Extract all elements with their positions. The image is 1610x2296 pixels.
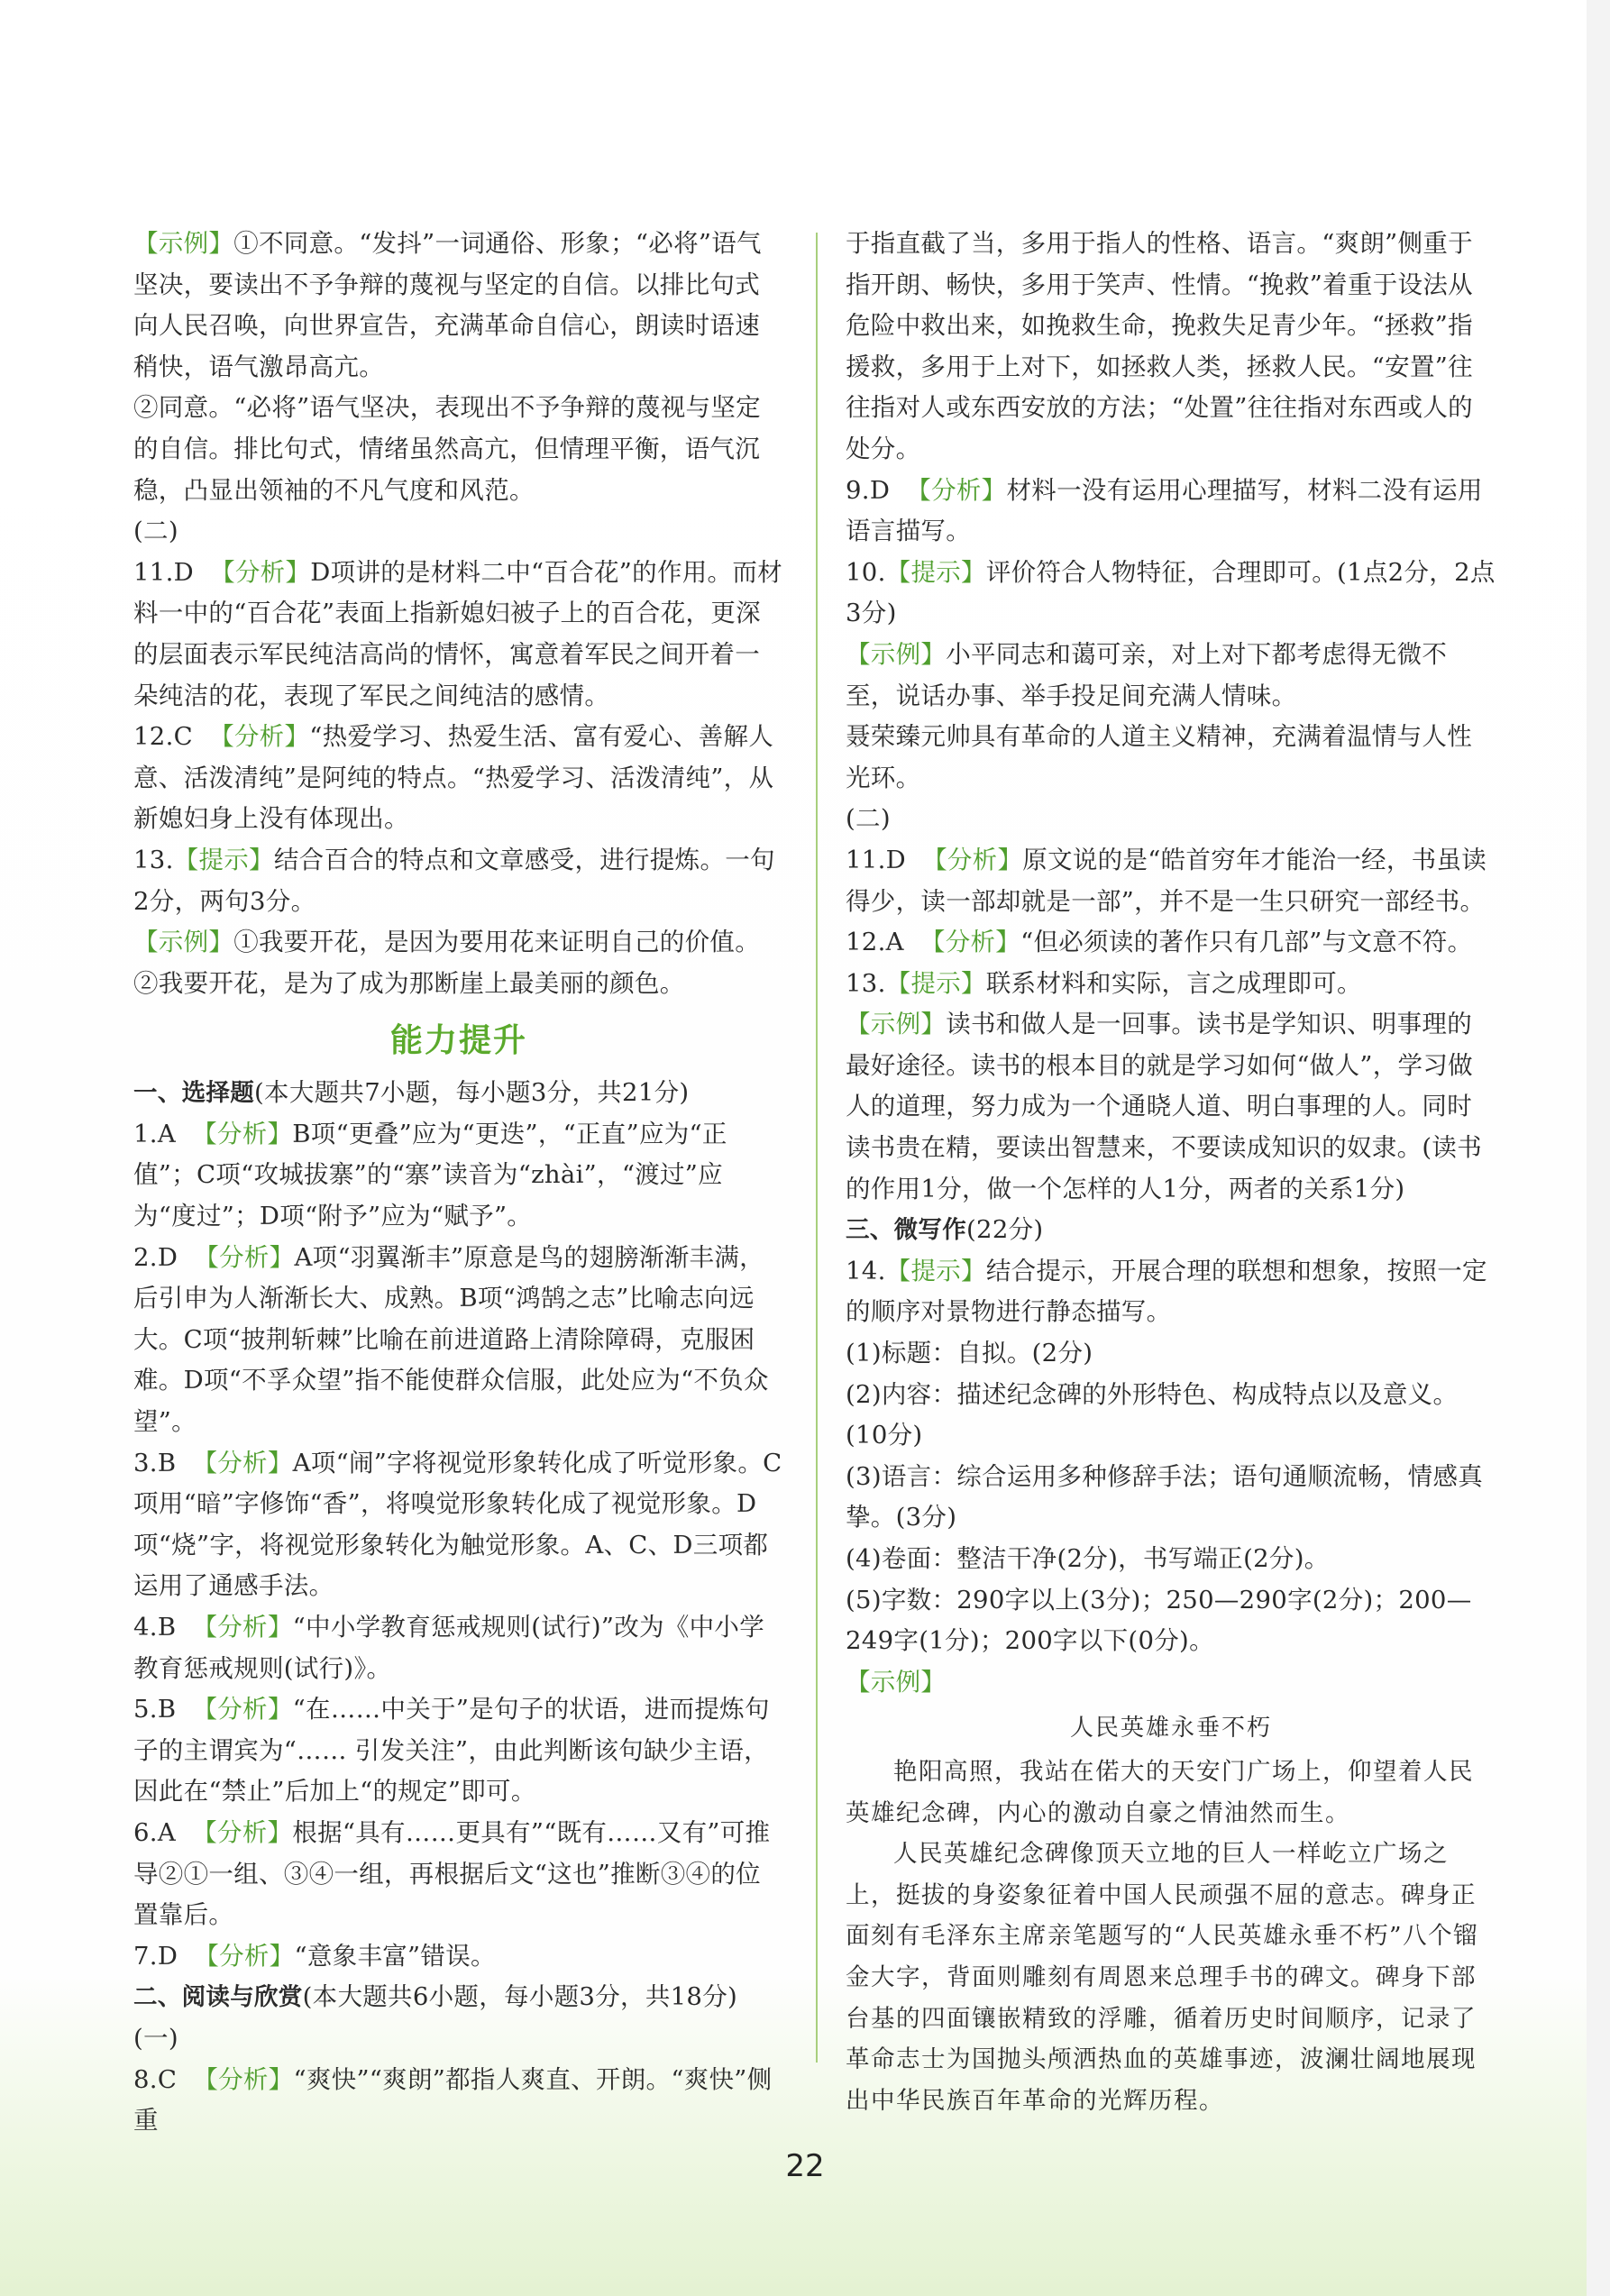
question-number: 1.A bbox=[133, 1119, 176, 1148]
answer-tag: 【分析】 bbox=[192, 1613, 293, 1642]
question-number: 11.D bbox=[846, 845, 906, 874]
question-number: 7.D bbox=[133, 1941, 178, 1971]
answer-item bbox=[846, 922, 1496, 964]
column-divider bbox=[816, 233, 818, 2063]
answer-item bbox=[133, 1238, 784, 1443]
answer-text: 小平同志和蔼可亲，对上对下都考虑得无微不至，说话办事、举手投足间充满人情味。 bbox=[846, 639, 1448, 710]
answer-text: 评价符合人物特征，合理即可。(1点2分，2点3分) bbox=[846, 557, 1496, 628]
answer-item bbox=[133, 922, 784, 1004]
answer-item bbox=[846, 1662, 1496, 1704]
left-answers-block bbox=[133, 224, 784, 1004]
answer-item bbox=[133, 1813, 784, 1936]
essay-paragraph: 艳阳高照，我站在偌大的天安门广场上，仰望着人民英雄纪念碑，内心的激动自豪之情油然而生。 bbox=[846, 1757, 1474, 1827]
question-number: 13. bbox=[133, 845, 174, 874]
answer-item bbox=[133, 1977, 784, 2018]
answer-tag: 【分析】 bbox=[906, 475, 1007, 505]
answer-text: “意象丰富”错误。 bbox=[294, 1941, 496, 1971]
question-number: 13. bbox=[846, 968, 886, 998]
question-number: 5.B bbox=[133, 1695, 177, 1724]
answer-tag: 【分析】 bbox=[192, 1448, 293, 1477]
section-title: 三、微写作 bbox=[846, 1216, 966, 1245]
answer-item bbox=[846, 1375, 1496, 1457]
answer-item bbox=[846, 1457, 1496, 1539]
answer-tag: 【分析】 bbox=[210, 557, 311, 587]
question-number: 8.C bbox=[133, 2064, 178, 2094]
answer-item bbox=[133, 2018, 784, 2060]
answer-text: A项“闹”字将视觉形象转化成了听觉形象。C项用“暗”字修饰“香”，将嗅觉形象转化成了视觉形象。D项“烧”字，将视觉形象转化为触觉形象。A、C、D三项都运用了通感手法。 bbox=[133, 1448, 782, 1601]
answer-item bbox=[133, 2060, 784, 2142]
answer-item bbox=[846, 840, 1496, 922]
answer-tag: 【示例】 bbox=[133, 928, 234, 957]
answer-item bbox=[133, 1073, 784, 1114]
page-edge bbox=[1587, 0, 1610, 2296]
answer-text: A项“羽翼渐丰”原意是鸟的翅膀渐渐丰满，后引申为人渐渐长大、成熟。B项“鸿鹄之志”比喻志向远大。C项“披荆斩棘”比喻在前进道路上清除障碍，克服困难。D项“不孚众望”指不能使群众信服，此处应为“不负众望”。 bbox=[133, 1242, 769, 1437]
question-number: 9.D bbox=[846, 475, 891, 505]
answer-tag: 【分析】 bbox=[209, 722, 310, 752]
answer-item bbox=[846, 224, 1496, 471]
answer-text: (5)字数：290字以上(3分)；250—290字(2分)；200—249字(1分)；200字以下(0分)。 bbox=[846, 1585, 1472, 1656]
answer-text: 读书和做人是一回事。读书是学知识、明事理的最好途径。读书的根本目的就是学习如何“做人”，学习做人的道理，努力成为一个通晓人道、明白事理的人。同时读书贵在精，要读出智慧来，不要读成知识的奴隶。(读书的作用1分，做一个怎样的人1分，两者的关系1分) bbox=[846, 1010, 1483, 1203]
answer-text: (4)卷面：整洁干净(2分)，书写端正(2分)。 bbox=[846, 1544, 1330, 1573]
answer-item bbox=[846, 1251, 1496, 1333]
answer-tag: 【提示】 bbox=[885, 1256, 986, 1285]
answer-item bbox=[846, 717, 1496, 799]
question-number: 11.D bbox=[133, 557, 194, 587]
answer-text: (二) bbox=[846, 804, 891, 834]
answer-text: 根据“具有……更具有”“既有……又有”可推导②①一组、③④一组，再根据后文“这也”推断③④的位置靠后。 bbox=[133, 1817, 771, 1930]
answer-tag: 【分析】 bbox=[919, 928, 1021, 957]
answer-text: (一) bbox=[133, 2023, 178, 2053]
answer-tag: 【提示】 bbox=[885, 968, 986, 998]
answer-item bbox=[846, 635, 1496, 717]
sample-essay bbox=[846, 1708, 1496, 2121]
answer-item bbox=[133, 840, 784, 922]
answer-item bbox=[846, 964, 1496, 1005]
answer-text: “在……中关于”是句子的状语，进而提炼句子的主谓宾为“…… 引发关注”，由此判断该句缺少主语，因此在“禁止”后加上“的规定”即可。 bbox=[133, 1695, 770, 1807]
answer-text: “但必须读的著作只有几部”与文意不符。 bbox=[1020, 928, 1473, 957]
question-number: 12.A bbox=[846, 928, 904, 957]
answer-text: “热爱学习、热爱生活、富有爱心、善解人意、活泼清纯”是阿纯的特点。“热爱学习、活泼清纯”，从新媳妇身上没有体现出。 bbox=[133, 722, 774, 834]
answer-text: (22分) bbox=[966, 1215, 1044, 1245]
answer-tag: 【示例】 bbox=[846, 639, 947, 669]
question-number: 4.B bbox=[133, 1613, 177, 1642]
answer-text: (2)内容：描述纪念碑的外形特色、构成特点以及意义。(10分) bbox=[846, 1379, 1459, 1450]
answer-tag: 【分析】 bbox=[194, 1941, 295, 1971]
essay-paragraph: 人民英雄纪念碑像顶天立地的巨人一样屹立广场之上，挺拔的身姿象征着中国人民顽强不屈的意志。碑身正面刻有毛泽东主席亲笔题写的“人民英雄永垂不朽”八个镏金大字，背面则雕刻有周恩来总理手书的碑文。碑身下部台基的四面镶嵌精致的浮雕，循着历史时间顺序，记录了革命志士为国抛头颅洒热血的英雄事迹，波澜壮阔地展现出中华民族百年革命的光辉历程。 bbox=[846, 1840, 1479, 2115]
answer-item bbox=[133, 388, 784, 511]
answer-tag: 【分析】 bbox=[194, 1242, 295, 1272]
answer-item bbox=[846, 1210, 1496, 1251]
answer-text: ②同意。“必将”语气坚决，表现出不予争辩的蔑视与坚定的自信。排比句式，情绪虽然高亢，但情理平衡，语气沉稳，凸显出领袖的不凡气度和风范。 bbox=[133, 393, 761, 505]
answer-item bbox=[846, 553, 1496, 635]
answer-item bbox=[846, 1539, 1496, 1580]
answer-text: D项讲的是材料二中“百合花”的作用。而材料一中的“百合花”表面上指新媳妇被子上的百合花，更深的层面表示军民纯洁高尚的情怀，寓意着军民之间开着一朵纯洁的花，表现了军民之间纯洁的感情。 bbox=[133, 557, 782, 710]
answer-tag: 【提示】 bbox=[173, 845, 274, 874]
answer-text: ①我要开花，是因为要用花来证明自己的价值。②我要开花，是为了成为那断崖上最美丽的颜色。 bbox=[133, 928, 761, 998]
page-number: 22 bbox=[785, 2148, 825, 2184]
right-column bbox=[846, 224, 1496, 2121]
answer-item bbox=[133, 224, 784, 388]
answer-item bbox=[133, 1443, 784, 1607]
right-answers-block bbox=[846, 224, 1496, 1703]
section-title: 一、选择题 bbox=[133, 1079, 254, 1108]
answer-tag: 【示例】 bbox=[846, 1667, 947, 1697]
answer-text: 联系材料和实际，言之成理即可。 bbox=[985, 968, 1362, 998]
question-number: 14. bbox=[846, 1256, 886, 1285]
answer-tag: 【分析】 bbox=[193, 2064, 294, 2094]
answer-text: B项“更叠”应为“更迭”，“正直”应为“正值”；C项“攻城拔寨”的“寨”读音为“zhài”，“渡过”应为“度过”；D项“附予”应为“赋予”。 bbox=[133, 1119, 727, 1231]
answer-text: ①不同意。“发抖”一词通俗、形象；“必将”语气坚决，要读出不予争辩的蔑视与坚定的自信。以排比句式向人民召唤，向世界宣告，充满革命自信心，朗读时语速稍快，语气激昂高亢。 bbox=[133, 229, 762, 381]
answer-text: 结合百合的特点和文章感受，进行提炼。一句2分，两句3分。 bbox=[133, 845, 775, 916]
answer-text: 于指直截了当，多用于指人的性格、语言。“爽朗”侧重于指开朗、畅快，多用于笑声、性情。“挽救”着重于设法从危险中救出来，如挽救生命，挽救失足青少年。“拯救”指援救，多用于上对下，如拯救人类，拯救人民。“安置”往往指对人或东西安放的方法；“处置”往往指对东西或人的处分。 bbox=[846, 229, 1473, 463]
question-number: 10. bbox=[846, 557, 886, 587]
answer-item bbox=[133, 1936, 784, 1978]
answer-text: (1)标题：自拟。(2分) bbox=[846, 1339, 1093, 1368]
answer-tag: 【分析】 bbox=[192, 1119, 293, 1148]
answer-text: (本大题共7小题，每小题3分，共21分) bbox=[254, 1078, 690, 1108]
answer-text: (本大题共6小题，每小题3分，共18分) bbox=[302, 1982, 738, 2012]
answer-tag: 【示例】 bbox=[846, 1010, 947, 1039]
answer-item bbox=[133, 1114, 784, 1238]
answer-item bbox=[846, 471, 1496, 553]
answer-text: 材料一没有运用心理描写，材料二没有运用语言描写。 bbox=[846, 475, 1483, 546]
question-number: 6.A bbox=[133, 1817, 176, 1847]
answer-item bbox=[846, 799, 1496, 840]
section-title: 二、阅读与欣赏 bbox=[133, 1983, 303, 2012]
question-number: 3.B bbox=[133, 1448, 177, 1477]
answer-item bbox=[133, 717, 784, 840]
answer-text: 原文说的是“皓首穷年才能治一经，书虽读得少，读一部却就是一部”，并不是一生只研究一部经书。 bbox=[846, 845, 1487, 916]
answer-tag: 【分析】 bbox=[922, 845, 1023, 874]
answer-tag: 【分析】 bbox=[192, 1817, 293, 1847]
answer-item bbox=[846, 1333, 1496, 1375]
answer-item bbox=[133, 553, 784, 717]
section-heading: 能力提升 bbox=[389, 1022, 527, 1060]
answer-item bbox=[846, 1580, 1496, 1662]
answer-text: “爽快”“爽朗”都指人爽直、开朗。“爽快”侧重 bbox=[133, 2064, 773, 2136]
essay-title: 人民英雄永垂不朽 bbox=[1069, 1715, 1272, 1743]
answer-item bbox=[133, 511, 784, 553]
question-number: 12.C bbox=[133, 722, 193, 752]
answer-text: 聂荣臻元帅具有革命的人道主义精神，充满着温情与人性光环。 bbox=[846, 722, 1472, 792]
answer-text: 结合提示，开展合理的联想和想象，按照一定的顺序对景物进行静态描写。 bbox=[846, 1256, 1487, 1327]
answer-item bbox=[846, 1004, 1496, 1210]
left-answers-block-2 bbox=[133, 1073, 784, 2141]
answer-tag: 【分析】 bbox=[192, 1695, 293, 1724]
answer-tag: 【提示】 bbox=[885, 557, 986, 587]
answer-text: (二) bbox=[133, 517, 178, 546]
left-column bbox=[133, 224, 784, 2142]
answer-text: “中小学教育惩戒规则(试行)”改为《中小学教育惩戒规则(试行)》。 bbox=[133, 1613, 765, 1683]
answer-text: (3)语言：综合运用多种修辞手法；语句通顺流畅，情感真挚。(3分) bbox=[846, 1461, 1484, 1532]
answer-tag: 【示例】 bbox=[133, 229, 234, 258]
answer-item bbox=[133, 1689, 784, 1813]
answer-item bbox=[133, 1607, 784, 1689]
question-number: 2.D bbox=[133, 1242, 178, 1272]
